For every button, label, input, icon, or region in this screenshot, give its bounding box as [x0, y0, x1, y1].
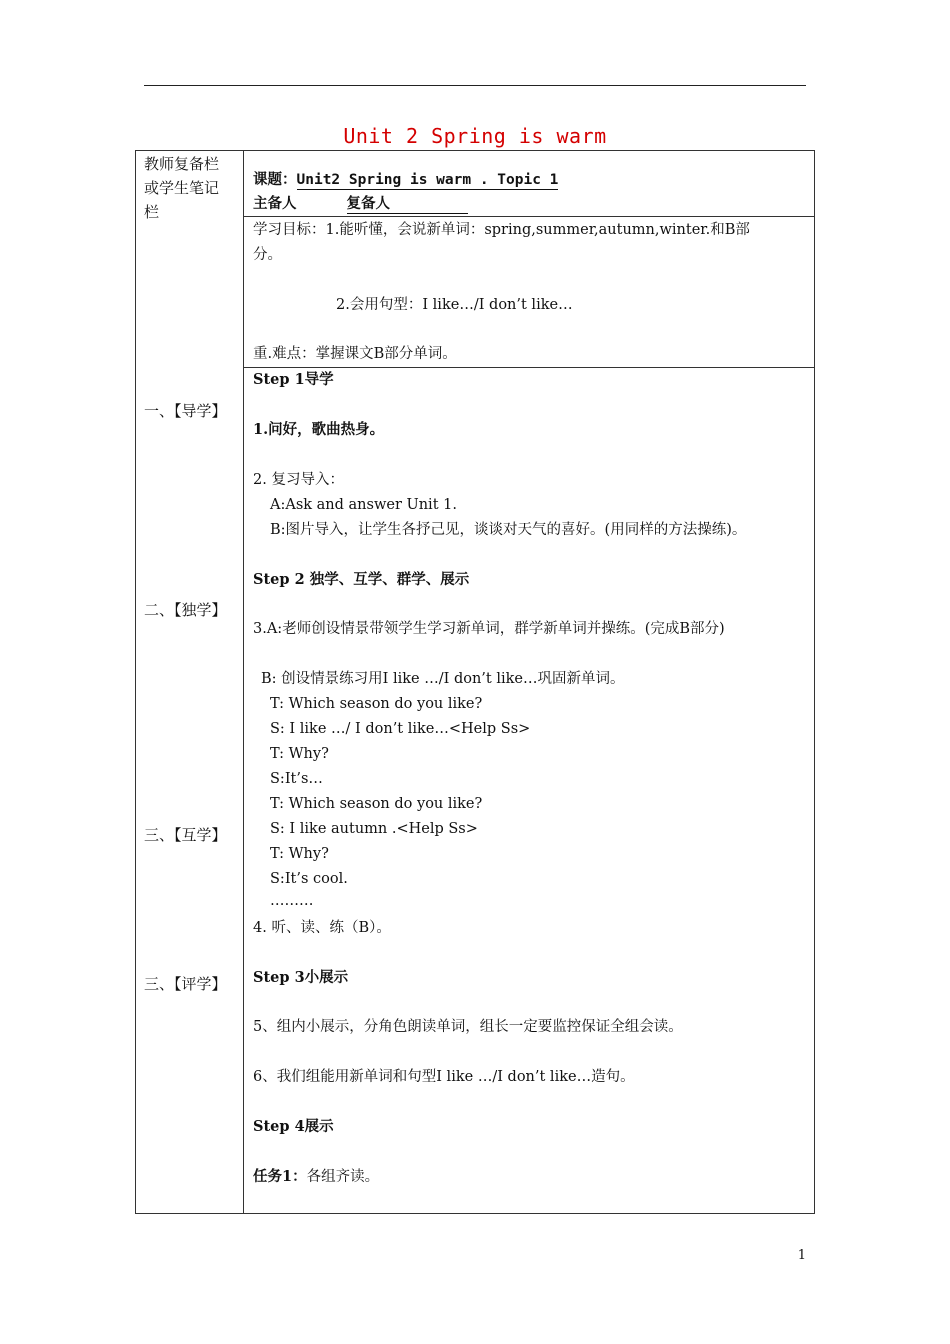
section-label-self-study: 二、【独学】: [144, 601, 227, 619]
item-3a: 3.A:老师创设情景带领学生学习新单词，群学新单词并操练。(完成B部分): [253, 621, 725, 637]
step-3-heading: Step 3小展示: [253, 969, 349, 986]
topic-value: Unit2 Spring is warm . Topic 1: [296, 172, 559, 188]
step-2-heading: Step 2 独学、互学、群学、展示: [253, 571, 470, 588]
item-6: 6、我们组能用新单词和句型I like …/I don’t like…造句。: [253, 1069, 635, 1085]
key-points: 重.难点：掌握课文B部分单词。: [253, 346, 457, 362]
item-2: 2. 复习导入：: [253, 472, 344, 488]
dialogue-line: S: I like autumn .<Help Ss>: [270, 821, 478, 837]
objective-line-1b: 分。: [253, 247, 282, 263]
item-2a: A:Ask and answer Unit 1.: [270, 497, 457, 513]
column-divider: [243, 150, 244, 1214]
item-1: 1.问好，歌曲热身。: [253, 421, 385, 438]
step-4-heading: Step 4展示: [253, 1118, 334, 1135]
main-preparer-label: 主备人: [253, 195, 297, 212]
row-divider-header: [243, 216, 815, 217]
dialogue-line: T: Why?: [270, 746, 329, 762]
item-3b: B: 创设情景练习用I like …/I don’t like…巩固新单词。: [261, 671, 625, 687]
task-1: [253, 1167, 379, 1187]
dialogue-line: T: Which season do you like?: [270, 796, 483, 812]
item-2b: B:图片导入，让学生各抒己见，谈谈对天气的喜好。(用同样的方法操练)。: [270, 522, 747, 538]
objective-line-2: 2.会用句型：I like…/I don’t like…: [336, 297, 573, 313]
task-1-text: 各组齐读。: [306, 1169, 380, 1185]
objective-line-1: 学习目标：1.能听懂，会说新单词：spring,summer,autumn,winter.和B部: [253, 222, 750, 238]
dialogue-line: T: Why?: [270, 846, 329, 862]
dialogue-line: S:It’s cool.: [270, 871, 348, 887]
step-1-heading: Step 1导学: [253, 371, 334, 388]
topic-line: [253, 170, 558, 190]
section-label-mutual-study: 三、【互学】: [144, 826, 227, 844]
dialogue-line: T: Which season do you like?: [270, 696, 483, 712]
topic-label: 课题：: [253, 171, 297, 188]
section-label-guide: 一、【导学】: [144, 402, 227, 420]
dialogue-line: S:It’s…: [270, 771, 323, 787]
ellipsis-line: ………: [270, 893, 314, 909]
document-title: Unit 2 Spring is warm: [343, 124, 607, 148]
left-header-line: 栏: [144, 203, 160, 221]
left-header-line: 或学生笔记: [144, 179, 220, 197]
preparer-line: [253, 194, 468, 214]
co-preparer-label: 复备人: [347, 195, 469, 214]
header-rule: [144, 85, 806, 86]
task-1-label: 任务1：: [253, 1168, 307, 1185]
section-label-evaluation: 三、【评学】: [144, 975, 227, 993]
row-divider-objectives: [243, 367, 815, 368]
item-4: 4. 听、读、练（B）。: [253, 920, 391, 936]
left-column-header: [144, 152, 219, 224]
left-header-line: 教师复备栏: [144, 155, 220, 173]
item-5: 5、组内小展示，分角色朗读单词，组长一定要监控保证全组会读。: [253, 1019, 683, 1035]
page-number: 1: [797, 1248, 806, 1263]
dialogue-line: S: I like …/ I don’t like…<Help Ss>: [270, 721, 531, 737]
